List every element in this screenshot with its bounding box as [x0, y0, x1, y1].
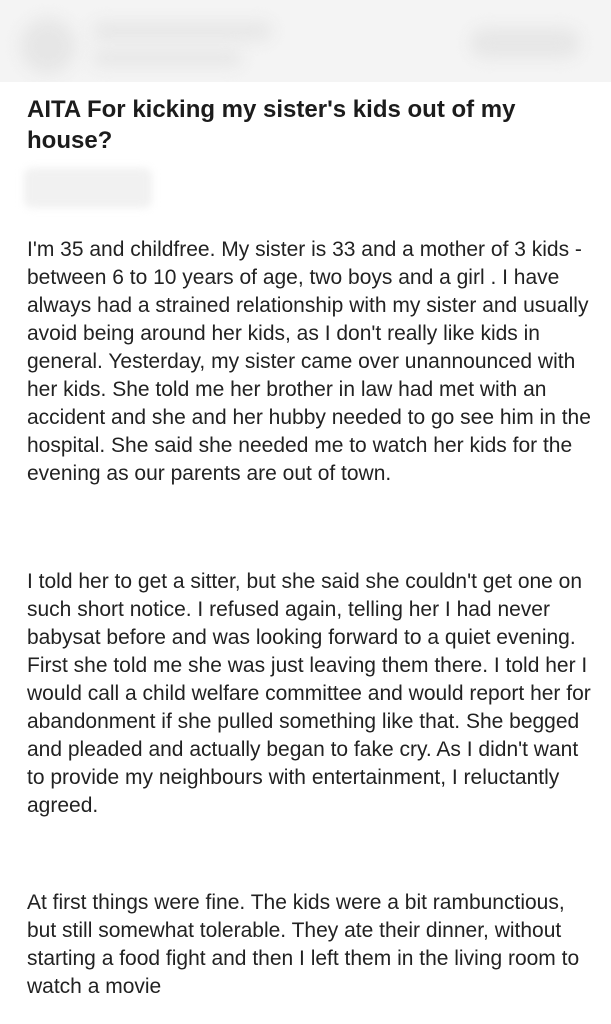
blurred-username: [92, 50, 242, 66]
blurred-avatar: [20, 18, 76, 74]
post-paragraph: At first things were fine. The kids were a bit rambunctious, but still somewhat tolerable. They ate their dinner, without starting a food fight and then I left them in the living room to watch a movie: [27, 891, 580, 998]
blurred-header: [0, 0, 611, 82]
post-paragraph: I'm 35 and childfree. My sister is 33 and a mother of 3 kids - between 6 to 10 years of age, two boys and a girl . I have always had a strained relationship with my sister and usually avoid being around her kids, as I don't really like kids in general. Yesterday, my sister came over unannounced with her kids. She told me her brother in law had met with an accident and she and her hubby needed to go see him in the hospital. She said she needed me to watch her kids for the evening as our parents are out of town.: [27, 238, 591, 485]
post-body: [27, 236, 592, 1001]
post-title: AITA For kicking my sister's kids out of my house?: [27, 96, 516, 154]
post-paragraph: I told her to get a sitter, but she said she couldn't get one on such short notice. I refused again, telling her I had never babysat before and was looking forward to a quiet evening. First she told me she was just leaving them there. I told her I would call a child welfare committee and would report her for abandonment if she pulled something like that. She begged and pleaded and actually began to fake cry. As I didn't want to provide my neighbours with entertainment, I reluctantly agreed.: [27, 570, 591, 817]
blurred-join-button: [470, 28, 580, 58]
blurred-post-flair: [24, 168, 152, 208]
blurred-subreddit-name: [92, 22, 272, 40]
